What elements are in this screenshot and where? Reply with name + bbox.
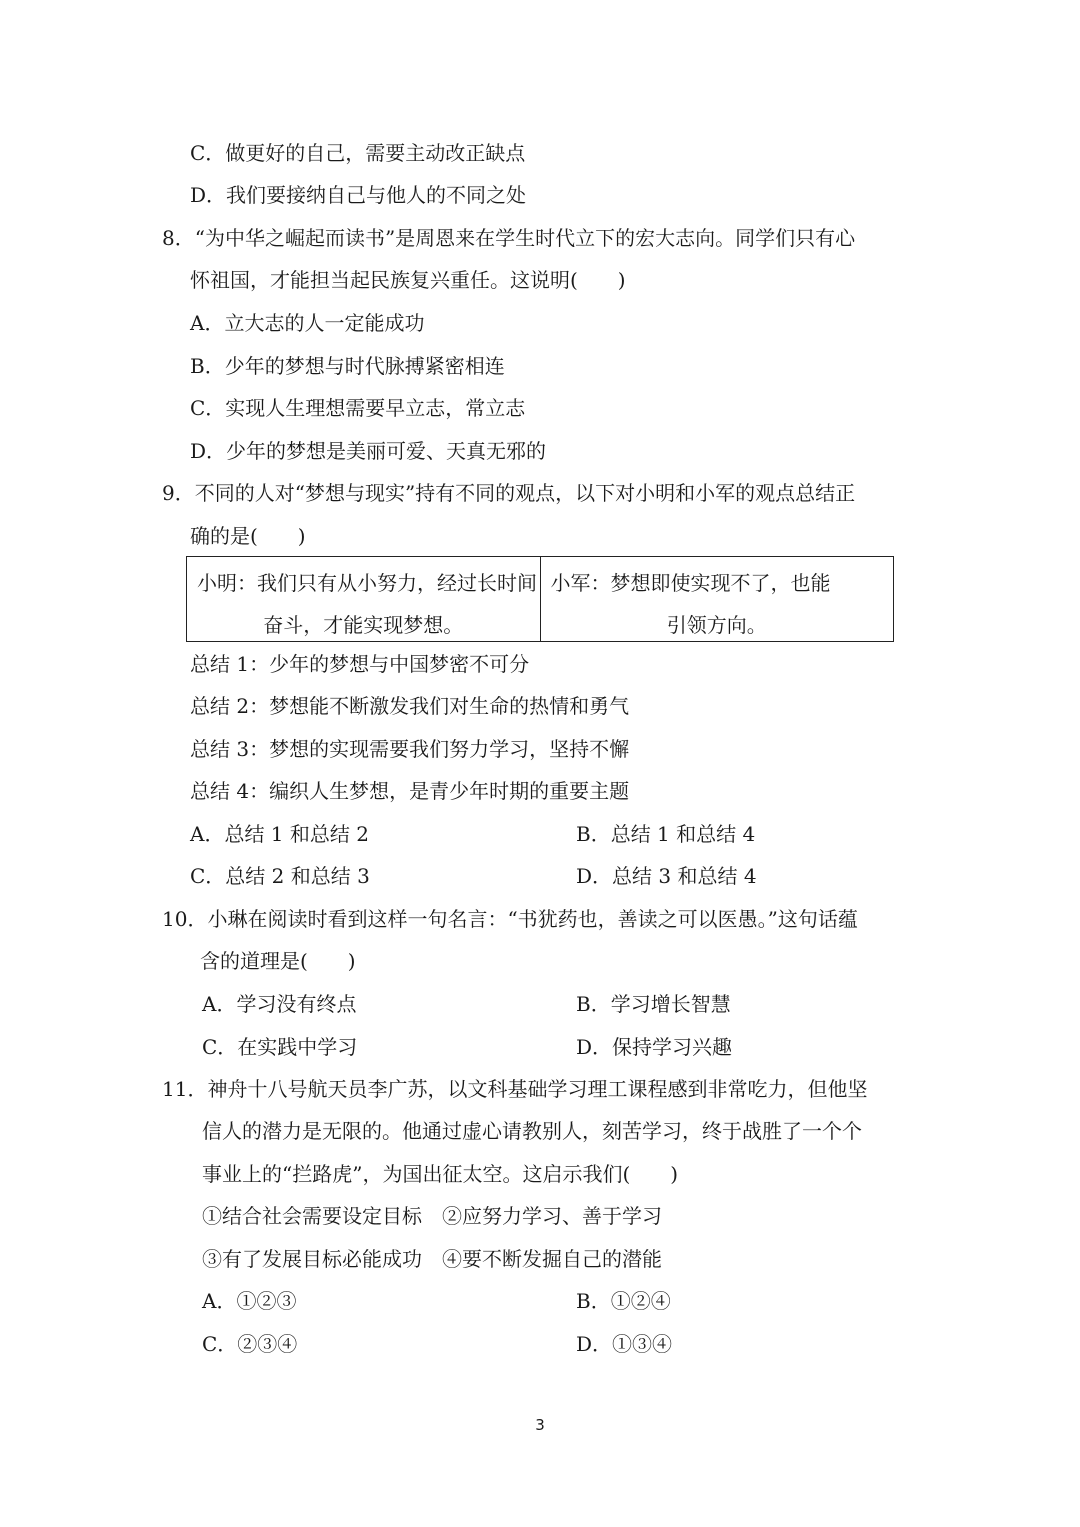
q9-option-a: A．总结 1 和总结 2 <box>190 822 369 846</box>
q10-stem-line2: 含的道理是( ) <box>200 949 356 973</box>
q9-stem-line2: 确的是( ) <box>190 524 306 548</box>
q11-statements-line1: ①结合社会需要设定目标 ②应努力学习、善于学习 <box>202 1204 662 1228</box>
q11-option-b: B．①②④ <box>576 1289 671 1313</box>
q8-option-b: B．少年的梦想与时代脉搏紧密相连 <box>190 354 505 378</box>
q9-xiaojun-cell <box>540 557 894 642</box>
q10-option-d: D．保持学习兴趣 <box>576 1035 733 1059</box>
q8-option-a: A．立大志的人一定能成功 <box>190 311 425 335</box>
q8-stem-line2: 怀祖国，才能担当起民族复兴重任。这说明( ) <box>190 268 626 292</box>
q10-option-a: A．学习没有终点 <box>202 992 357 1016</box>
q9-xiaoming-cell <box>187 557 541 642</box>
page-number: 3 <box>535 1416 545 1434</box>
q10-option-b: B．学习增长智慧 <box>576 992 731 1016</box>
q8-stem-line1: 8．“为中华之崛起而读书”是周恩来在学生时代立下的宏大志向。同学们只有心 <box>162 226 856 250</box>
q10-option-c: C．在实践中学习 <box>202 1035 358 1059</box>
q7-option-c: C．做更好的自己，需要主动改正缺点 <box>190 141 526 165</box>
q8-option-c: C．实现人生理想需要早立志，常立志 <box>190 396 526 420</box>
q9-option-d: D．总结 3 和总结 4 <box>576 864 757 888</box>
q8-option-d: D．少年的梦想是美丽可爱、天真无邪的 <box>190 439 547 463</box>
q9-xiaoming-line1: 小明：我们只有从小努力，经过长时间 <box>197 571 537 595</box>
q9-option-c: C．总结 2 和总结 3 <box>190 864 370 888</box>
q11-stem-line1: 11．神舟十八号航天员李广苏，以文科基础学习理工课程感到非常吃力，但他坚 <box>162 1077 868 1101</box>
q7-option-d: D．我们要接纳自己与他人的不同之处 <box>190 183 527 207</box>
q11-option-c: C．②③④ <box>202 1332 298 1356</box>
q11-stem-line2: 信人的潜力是无限的。他通过虚心请教别人，刻苦学习，终于战胜了一个个 <box>202 1119 862 1143</box>
q9-opinion-table <box>186 556 894 642</box>
q9-summary-4: 总结 4：编织人生梦想，是青少年时期的重要主题 <box>190 779 630 803</box>
q11-stem-line3: 事业上的“拦路虎”，为国出征太空。这启示我们( ) <box>202 1162 679 1186</box>
q9-xiaojun-line2: 引领方向。 <box>666 613 767 637</box>
q9-summary-2: 总结 2：梦想能不断激发我们对生命的热情和勇气 <box>190 694 630 718</box>
q9-option-b: B．总结 1 和总结 4 <box>576 822 756 846</box>
q10-stem-line1: 10．小琳在阅读时看到这样一句名言：“书犹药也，善读之可以医愚。”这句话蕴 <box>162 907 858 931</box>
q11-statements-line2: ③有了发展目标必能成功 ④要不断发掘自己的潜能 <box>202 1247 662 1271</box>
q9-xiaojun-line1: 小军：梦想即使实现不了，也能 <box>550 571 831 595</box>
q11-option-a: A．①②③ <box>202 1289 297 1313</box>
q9-stem-line1: 9．不同的人对“梦想与现实”持有不同的观点，以下对小明和小军的观点总结正 <box>162 481 856 505</box>
q9-xiaoming-line2: 奋斗，才能实现梦想。 <box>263 613 464 637</box>
q9-summary-3: 总结 3：梦想的实现需要我们努力学习，坚持不懈 <box>190 737 630 761</box>
q9-summary-1: 总结 1：少年的梦想与中国梦密不可分 <box>190 652 530 676</box>
q11-option-d: D．①③④ <box>576 1332 673 1356</box>
